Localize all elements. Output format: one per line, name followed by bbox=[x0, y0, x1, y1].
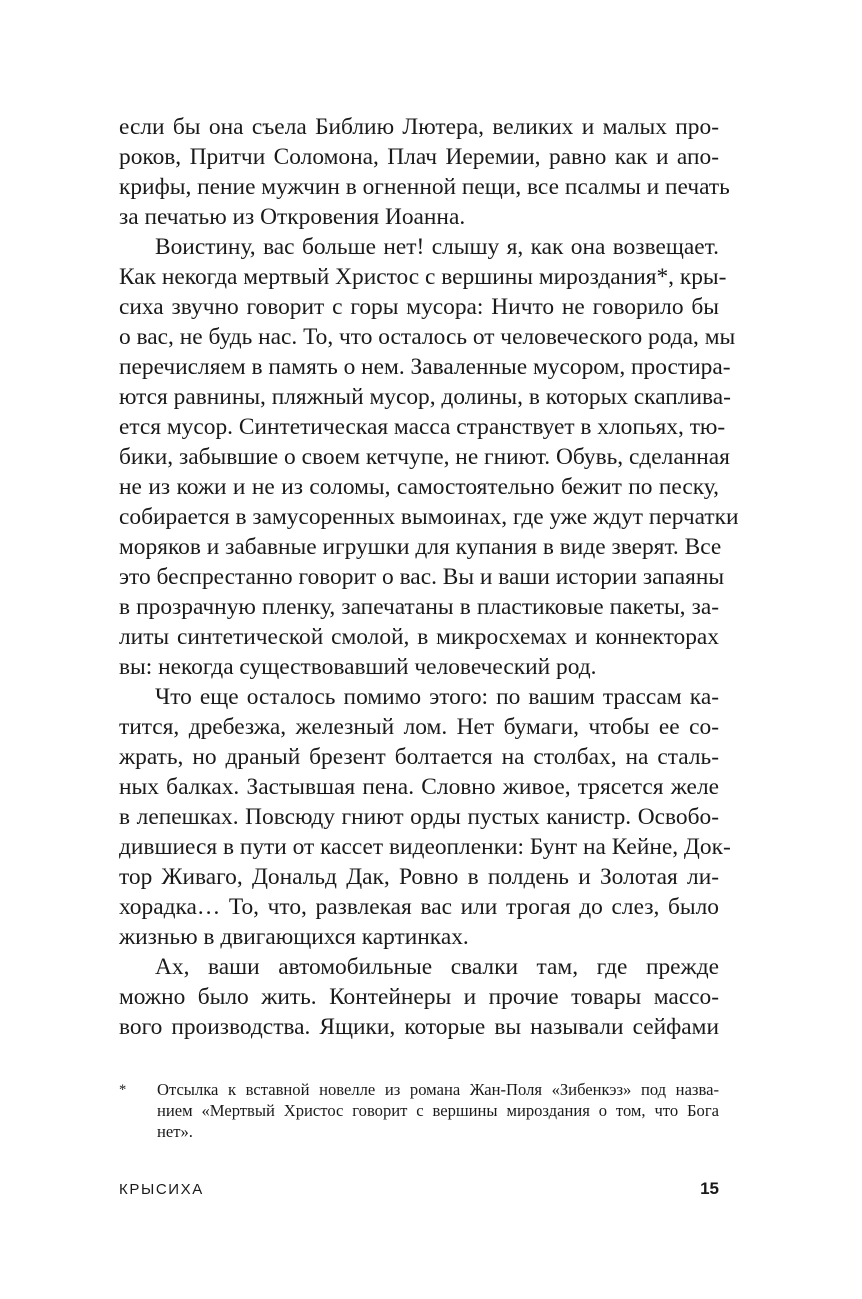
text-line: хорадка… То, что, развлекая вас или трогая до слез, было bbox=[119, 894, 719, 920]
text-line: Как некогда мертвый Христос с вершины мироздания*, кры- bbox=[119, 264, 727, 290]
text-line: о вас, не будь нас. То, что осталось от человеческого рода, мы bbox=[119, 324, 736, 350]
text-line: крифы, пение мужчин в огненной пещи, все псалмы и печать bbox=[119, 174, 730, 200]
text-line: вого производства. Ящики, которые вы называли сейфами bbox=[119, 1014, 719, 1040]
text-line: собирается в замусоренных вымоинах, где уже ждут перчатки bbox=[119, 504, 739, 530]
text-line: роков, Притчи Соломона, Плач Иеремии, равно как и апо- bbox=[119, 144, 719, 170]
text-line: сиха звучно говорит с горы мусора: Ничто не говорило бы bbox=[119, 294, 719, 320]
text-line: жрать, но драный брезент болтается на столбах, на сталь- bbox=[119, 744, 719, 770]
text-line: не из кожи и не из соломы, самостоятельно бежит по песку, bbox=[119, 474, 719, 500]
text-line: ются равнины, пляжный мусор, долины, в которых скаплива- bbox=[119, 384, 731, 410]
text-line: ных балках. Застывшая пена. Словно живое, трясется желе bbox=[119, 774, 719, 800]
text-line: Воистину, вас больше нет! слышу я, как она возвещает. bbox=[155, 234, 719, 260]
text-line: жизнью в двигающихся картинках. bbox=[119, 924, 469, 950]
text-line: в лепешках. Повсюду гниют орды пустых канистр. Освобо- bbox=[119, 804, 719, 830]
page-number: 15 bbox=[700, 1179, 719, 1198]
text-line: если бы она съела Библию Лютера, великих и малых про- bbox=[119, 114, 719, 140]
text-line: Ах, ваши автомобильные свалки там, где прежде bbox=[155, 954, 719, 980]
footnote-text bbox=[157, 1079, 719, 1142]
footnote-line: нием «Мертвый Христос говорит с вершины мироздания о том, что Бога bbox=[157, 1101, 719, 1120]
text-line: тится, дребезжа, железный лом. Нет бумаги, чтобы ее со- bbox=[119, 714, 719, 740]
text-line: литы синтетической смолой, в микросхемах и коннекторах bbox=[119, 624, 719, 650]
main-text bbox=[119, 112, 739, 1042]
text-line: в прозрачную пленку, запечатаны в пластиковые пакеты, за- bbox=[119, 594, 719, 620]
text-line: моряков и забавные игрушки для купания в виде зверят. Все bbox=[119, 534, 722, 560]
text-line: бики, забывшие о своем кетчупе, не гниют. Обувь, сделанная bbox=[119, 444, 730, 470]
text-line: Что еще осталось помимо этого: по вашим трассам ка- bbox=[155, 684, 719, 710]
text-line: дившиеся в пути от кассет видеопленки: Бунт на Кейне, Док- bbox=[119, 834, 731, 860]
text-line: можно было жить. Контейнеры и прочие товары массо- bbox=[119, 984, 719, 1010]
footnote-line: Отсылка к вставной новелле из романа Жан-Поля «Зибенкэз» под назва- bbox=[157, 1080, 719, 1099]
text-line: тор Живаго, Дональд Дак, Ровно в полдень и Золотая ли- bbox=[119, 864, 719, 890]
text-line: вы: некогда существовавший человеческий род. bbox=[119, 654, 597, 680]
running-head: КРЫСИХА bbox=[119, 1181, 204, 1198]
footnote-marker: * bbox=[119, 1082, 127, 1098]
text-line: за печатью из Откровения Иоанна. bbox=[119, 204, 466, 230]
footnote-line: нет». bbox=[157, 1122, 193, 1141]
text-line: ется мусор. Синтетическая масса странствует в хлопьях, тю- bbox=[119, 414, 726, 440]
text-line: перечисляем в память о нем. Заваленные мусором, простира- bbox=[119, 354, 731, 380]
text-line: это беспрестанно говорит о вас. Вы и ваши истории запаяны bbox=[119, 564, 725, 590]
